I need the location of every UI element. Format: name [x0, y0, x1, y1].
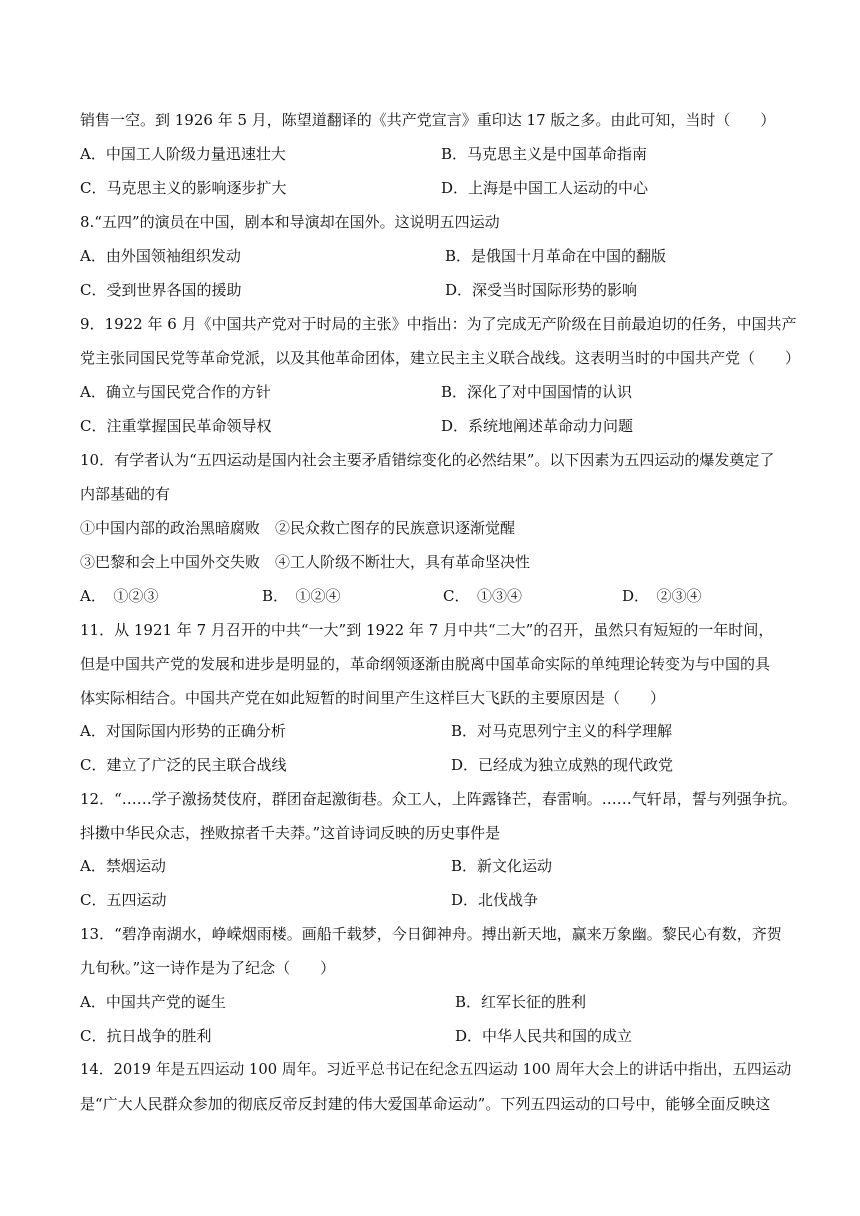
q7-option-d: D．上海是中国工人运动的中心 — [441, 179, 649, 197]
q13-option-c: C．抗日战争的胜利 — [80, 1027, 212, 1045]
q11-option-b: B．对马克思列宁主义的科学理解 — [451, 722, 673, 740]
q7-option-a: A．中国工人阶级力量迅速壮大 — [80, 145, 286, 163]
q11-option-a: A．对国际国内形势的正确分析 — [80, 722, 286, 740]
q10-stem-line1: 10．有学者认为“五四运动是国内社会主要矛盾错综变化的必然结果”。以下因素为五四运动的爆发奠定了 — [80, 451, 775, 469]
q9-option-c: C．注重掌握国民革命领导权 — [80, 417, 272, 435]
q8-option-b: B．是俄国十月革命在中国的翻版 — [445, 247, 667, 265]
q12-stem-line1: 12．“……学子激扬焚伎府，群团奋起激街巷。众工人，上阵露锋芒，春雷响。……气轩昂，誓与列强争抗。 — [80, 790, 797, 808]
q8-stem: 8.“五四”的演员在中国，剧本和导演却在国外。这说明五四运动 — [80, 213, 500, 231]
q13-option-d: D．中华人民共和国的成立 — [455, 1027, 633, 1045]
q13-stem-line2: 九旬秋。”这一诗作是为了纪念（ ） — [80, 959, 336, 977]
q13-option-a: A．中国共产党的诞生 — [80, 993, 226, 1011]
q12-option-a: A．禁烟运动 — [80, 857, 166, 875]
q14-stem-line2: 是“广大人民群众参加的彻底反帝反封建的伟大爱国革命运动”。下列五四运动的口号中，能够全面反映这 — [80, 1095, 771, 1113]
q12-stem-line2: 抖擞中华民众志，挫败掠者千夫莽。”这首诗词反映的历史事件是 — [80, 824, 501, 842]
q10-option-a: A． ①②③ — [80, 587, 159, 605]
q12-option-d: D．北伐战争 — [451, 891, 539, 909]
q11-stem-line2: 但是中国共产党的发展和进步是明显的，革命纲领逐渐由脱离中国革命实际的单纯理论转变为与中国的具 — [80, 655, 771, 673]
q9-option-d: D．系统地阐述革命动力问题 — [441, 417, 634, 435]
q10-option-b: B． ①②④ — [262, 587, 341, 605]
q12-option-c: C．五四运动 — [80, 891, 167, 909]
q10-option-d: D． ②③④ — [622, 587, 702, 605]
q8-option-c: C．受到世界各国的援助 — [80, 281, 242, 299]
q11-stem-line3: 体实际相结合。中国共产党在如此短暂的时间里产生这样巨大飞跃的主要原因是（ ） — [80, 689, 666, 707]
q10-item-1: ①中国内部的政治黑暗腐败 ②民众救亡图存的民族意识逐渐觉醒 — [80, 519, 516, 537]
q9-stem-line1: 9．1922 年 6 月《中国共产党对于时局的主张》中指出：为了完成无产阶级在目前最迫切的任务，中国共产 — [80, 315, 797, 333]
q9-stem-line2: 党主张同国民党等革命党派，以及其他革命团体，建立民主主义联合战线。这表明当时的中国共产党（ ） — [80, 349, 801, 367]
q10-item-2: ③巴黎和会上中国外交失败 ④工人阶级不断壮大，具有革命坚决性 — [80, 553, 531, 571]
q7-option-c: C．马克思主义的影响逐步扩大 — [80, 179, 287, 197]
q7-stem-continuation: 销售一空。到 1926 年 5 月，陈望道翻译的《共产党宣言》重印达 17 版之多。由此可知，当时（ ） — [80, 111, 776, 129]
q9-option-a: A．确立与国民党合作的方针 — [80, 383, 271, 401]
q9-option-b: B．深化了对中国国情的认识 — [441, 383, 633, 401]
q8-option-d: D．深受当时国际形势的影响 — [445, 281, 638, 299]
q10-option-c: C． ①③④ — [443, 587, 522, 605]
q13-stem-line1: 13．“碧净南湖水，峥嵘烟雨楼。画船千载梦，今日御神舟。搏出新天地，赢来万象幽。黎民心有数，齐贺 — [80, 925, 782, 943]
q12-option-b: B．新文化运动 — [451, 857, 553, 875]
q11-option-d: D．已经成为独立成熟的现代政党 — [451, 756, 674, 774]
q11-stem-line1: 11．从 1921 年 7 月召开的中共“一大”到 1922 年 7 月中共“二大”的召开，虽然只有短短的一年时间， — [80, 621, 774, 639]
q8-option-a: A．由外国领袖组织发动 — [80, 247, 241, 265]
q11-option-c: C．建立了广泛的民主联合战线 — [80, 756, 287, 774]
q10-stem-line2: 内部基础的有 — [80, 485, 171, 503]
q14-stem-line1: 14．2019 年是五四运动 100 周年。习近平总书记在纪念五四运动 100 周年大会上的讲话中指出，五四运动 — [80, 1061, 792, 1078]
q13-option-b: B．红军长征的胜利 — [455, 993, 587, 1011]
q7-option-b: B．马克思主义是中国革命指南 — [441, 145, 648, 163]
